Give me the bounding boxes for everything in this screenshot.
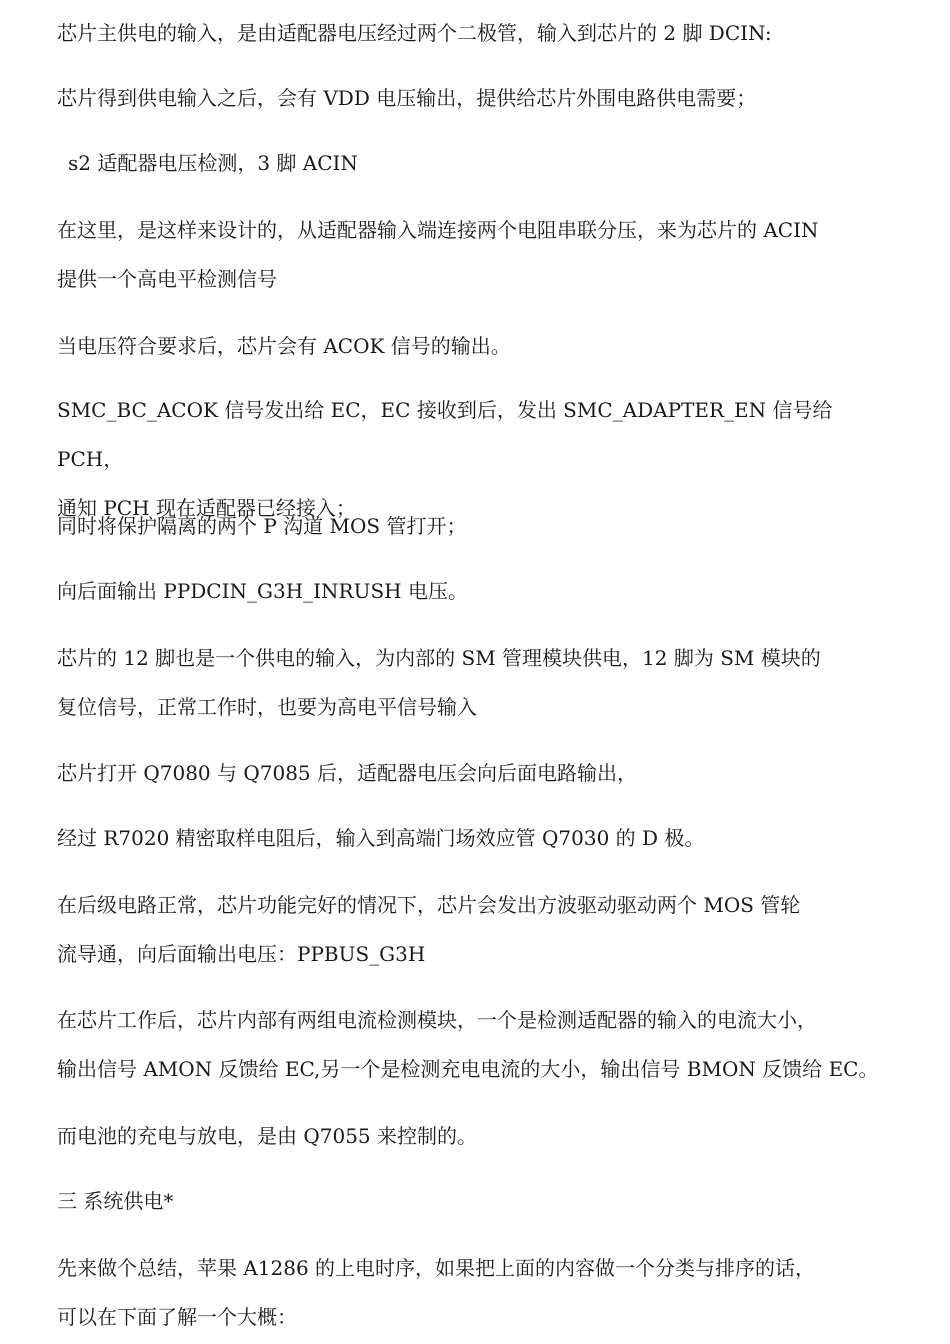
text-line: 芯片的 12 脚也是一个供电的输入，为内部的 SM 管理模块供电，12 脚为 SM 模块的 (57, 646, 821, 670)
paragraph-acin-design (57, 206, 897, 304)
text-line: 可以在下面了解一个大概： (57, 1305, 297, 1329)
text-line: 芯片主供电的输入，是由适配器电压经过两个二极管，输入到芯片的 2 脚 DCIN: (57, 21, 772, 45)
paragraph-inrush (57, 567, 897, 616)
paragraph-pin12 (57, 634, 897, 732)
text-line: 芯片得到供电输入之后，会有 VDD 电压输出，提供给芯片外围电路供电需要； (57, 86, 757, 110)
text-line: 在后级电路正常，芯片功能完好的情况下，芯片会发出方波驱动驱动两个 MOS 管轮 (57, 893, 801, 917)
text-line: SMC_BC_ACOK 信号发出给 EC，EC 接收到后，发出 SMC_ADAPTER_EN 信号给 PCH， (57, 398, 833, 471)
paragraph-vdd (57, 74, 897, 123)
text-line: 流导通，向后面输出电压：PPBUS_G3H (57, 942, 426, 966)
text-line: 而电池的充电与放电，是由 Q7055 来控制的。 (57, 1124, 478, 1148)
text-line: 复位信号，正常工作时，也要为高电平信号输入 (57, 695, 477, 719)
paragraph-acok (57, 322, 897, 371)
text-line: 输出信号 AMON 反馈给 EC,另一个是检测充电电流的大小，输出信号 BMON 反馈给 EC。 (57, 1057, 879, 1081)
text-line: 同时将保护隔离的两个 P 沟道 MOS 管打开； (57, 514, 467, 538)
paragraph-summary (57, 1244, 897, 1342)
paragraph-dcin (57, 9, 897, 58)
text-line: 在芯片工作后，芯片内部有两组电流检测模块，一个是检测适配器的输入的电流大小， (57, 1008, 817, 1032)
paragraph-r7020 (57, 814, 897, 863)
text-line: 先来做个总结，苹果 A1286 的上电时序，如果把上面的内容做一个分类与排序的话， (57, 1256, 816, 1280)
text-line: s2 适配器电压检测，3 脚 ACIN (68, 151, 358, 175)
text-line: 提供一个高电平检测信号 (57, 267, 277, 291)
text-line: 通知 PCH 现在适配器已经接入； (57, 496, 356, 520)
section-heading-system-power (57, 1177, 897, 1226)
section-heading-acin (68, 139, 908, 188)
paragraph-current-sense (57, 996, 897, 1094)
text-line: 向后面输出 PPDCIN_G3H_INRUSH 电压。 (57, 579, 468, 603)
paragraph-q7080 (57, 749, 897, 798)
text-line: 三 系统供电* (57, 1189, 174, 1213)
text-line: 经过 R7020 精密取样电阻后，输入到高端门场效应管 Q7030 的 D 极。 (57, 826, 705, 850)
paragraph-q7055 (57, 1112, 897, 1161)
text-line: 当电压符合要求后，芯片会有 ACOK 信号的输出。 (57, 334, 511, 358)
paragraph-square-wave (57, 881, 897, 979)
text-line: 芯片打开 Q7080 与 Q7085 后，适配器电压会向后面电路输出， (57, 761, 638, 785)
paragraph-mos-open (57, 502, 897, 551)
text-line: 在这里，是这样来设计的，从适配器输入端连接两个电阻串联分压，来为芯片的 ACIN (57, 218, 819, 242)
